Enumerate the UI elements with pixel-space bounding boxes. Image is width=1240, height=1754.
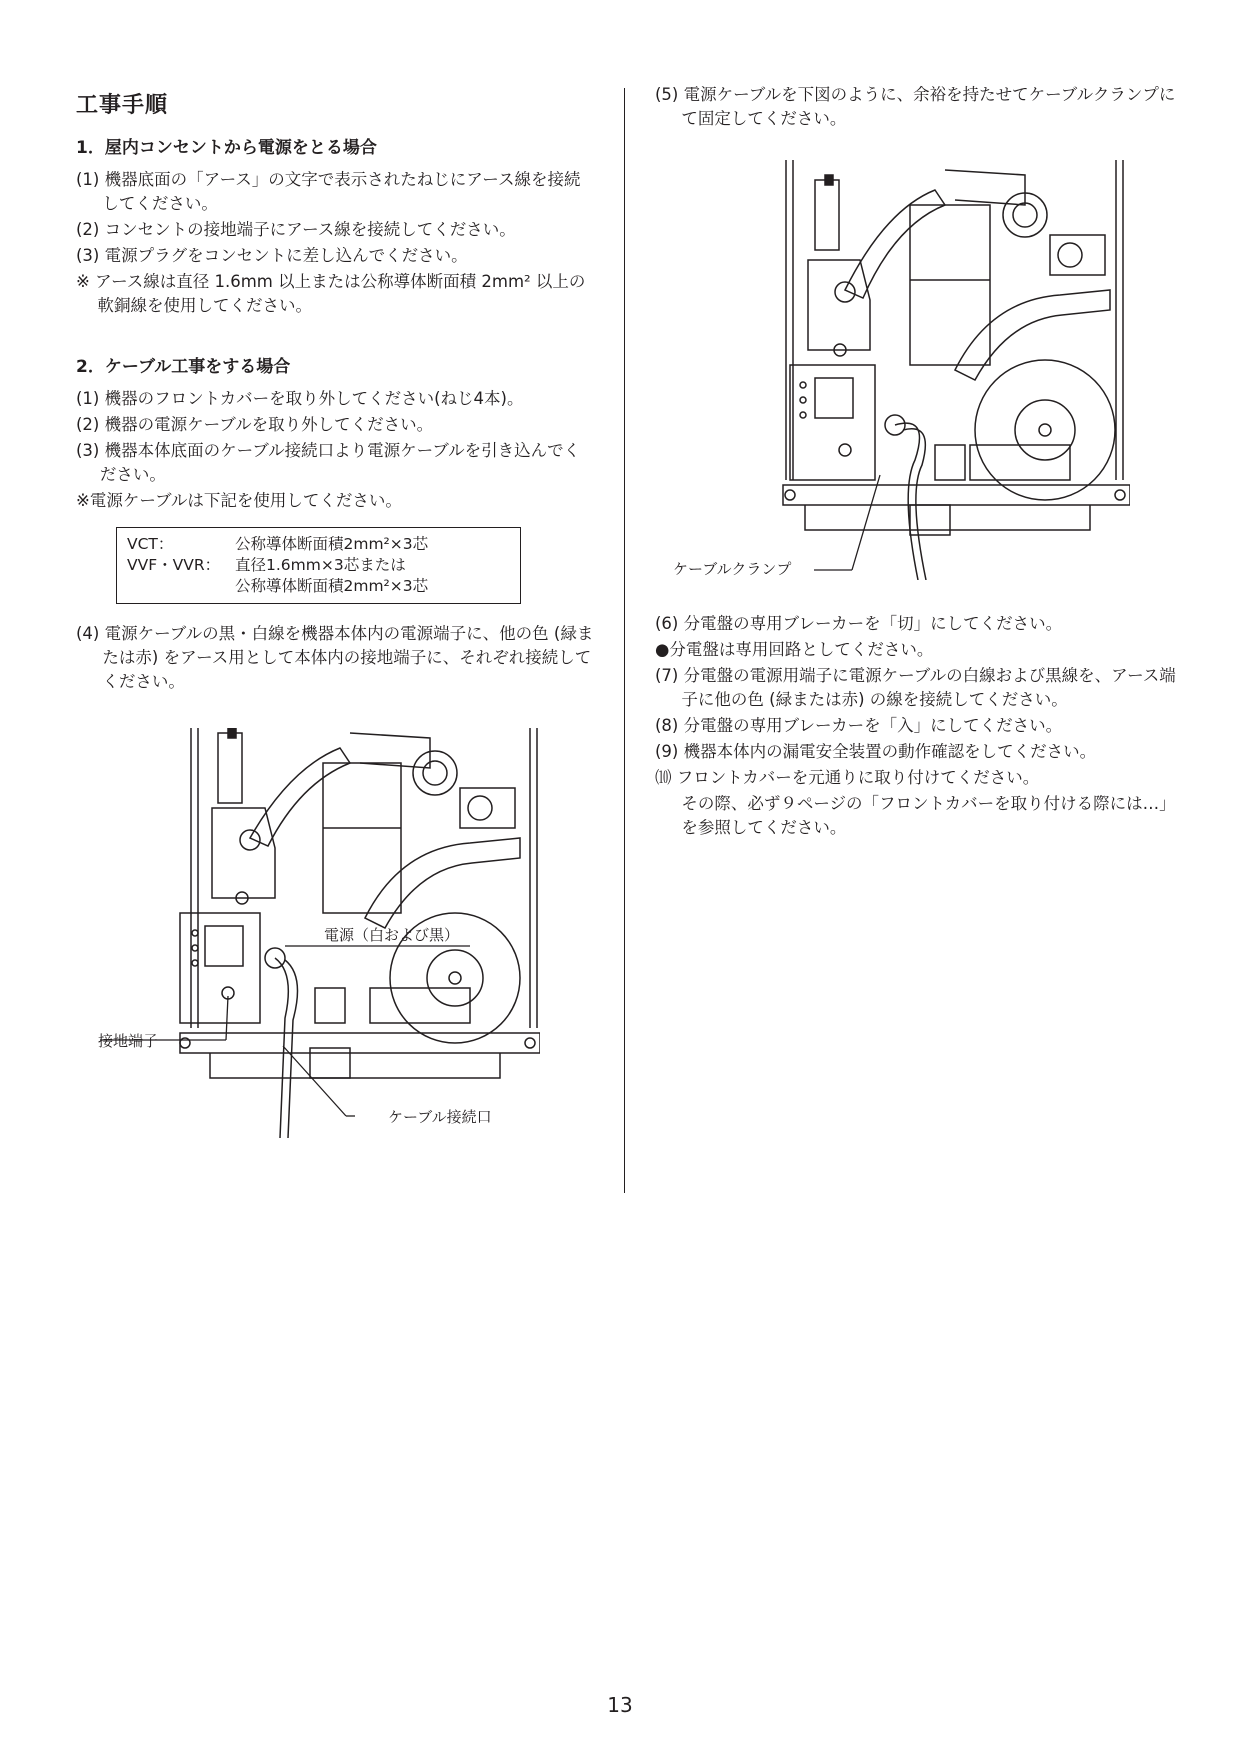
leader-lines: [100, 728, 540, 1138]
page-number: 13: [607, 1693, 633, 1717]
ground-terminal-label: 接地端子: [98, 1032, 159, 1050]
spec-val-vvf-line2: 公称導体断面積2mm²×3芯: [235, 577, 429, 595]
power-terminal-label: 電源（白および黒）: [324, 926, 460, 944]
step-10: ⑽ フロントカバーを元通りに取り付けてください。: [655, 768, 1040, 787]
section2-heading: 2．ケーブル工事をする場合: [76, 357, 291, 377]
cable-spec-table: [116, 527, 521, 604]
spec-val-vct: 公称導体断面積2mm²×3芯: [235, 535, 429, 553]
step-bullet-dedicated-circuit: ●分電盤は専用回路としてください。: [655, 640, 934, 659]
section2-step-1: (1) 機器のフロントカバーを取り外してください(ねじ4本)。: [76, 389, 524, 408]
section2-step-4: (4) 電源ケーブルの黒・白線を機器本体内の電源端子に、他の色 (緑または赤) をアース用として本体内の接地端子に、それぞれ接続してください。: [76, 624, 594, 691]
step-8: (8) 分電盤の専用ブレーカーを「入」にしてください。: [655, 716, 1063, 735]
section1-step-1: (1) 機器底面の「アース」の文字で表示されたねじにアース線を接続してください。: [76, 170, 581, 213]
step-9: (9) 機器本体内の漏電安全装置の動作確認をしてください。: [655, 742, 1097, 761]
right-column: [655, 83, 1180, 133]
section1-step-3: (3) 電源プラグをコンセントに差し込んでください。: [76, 246, 468, 265]
section2-note: ※電源ケーブルは下記を使用してください。: [76, 491, 402, 510]
spec-key-vct: VCT：: [127, 535, 174, 553]
step-5: (5) 電源ケーブルを下図のように、余裕を持たせてケーブルクランプにて固定してください。: [655, 85, 1176, 128]
cable-clamp-label: ケーブルクランプ: [673, 560, 792, 578]
section1-heading: 1．屋内コンセントから電源をとる場合: [76, 138, 377, 158]
spec-val-vvf: [235, 555, 510, 597]
column-divider: [624, 88, 625, 1193]
section2-step-2: (2) 機器の電源ケーブルを取り外してください。: [76, 415, 434, 434]
section1-step-2: (2) コンセントの接地端子にアース線を接続してください。: [76, 220, 516, 239]
cable-clamp-figure: [670, 160, 1130, 580]
spec-row-vct: [127, 534, 510, 555]
section1-note: ※ アース線は直径 1.6mm 以上または公称導体断面積 2mm² 以上の軟銅線を使用してください。: [76, 272, 586, 315]
cable-port-label: ケーブル接続口: [388, 1108, 492, 1126]
step-7: (7) 分電盤の電源用端子に電源ケーブルの白線および黒線を、アース端子に他の色 (緑または赤) の線を接続してください。: [655, 666, 1176, 709]
step-6: (6) 分電盤の専用ブレーカーを「切」にしてください。: [655, 614, 1063, 633]
page-title: 工事手順: [76, 93, 169, 118]
wiring-diagram-figure: [100, 728, 540, 1138]
spec-key-vvf: VVF・VVR：: [127, 556, 221, 574]
spec-row-vvf: [127, 555, 510, 597]
step-10-continuation: その際、必ず９ページの「フロントカバーを取り付ける際には…」を参照してください。: [681, 794, 1176, 837]
clamp-leader-line: [670, 160, 1130, 580]
spec-val-vvf-line1: 直径1.6mm×3芯または: [235, 556, 406, 574]
right-column-lower: [655, 612, 1180, 842]
section2-step-3: (3) 機器本体底面のケーブル接続口より電源ケーブルを引き込んでください。: [76, 441, 581, 484]
left-column: [76, 88, 596, 696]
